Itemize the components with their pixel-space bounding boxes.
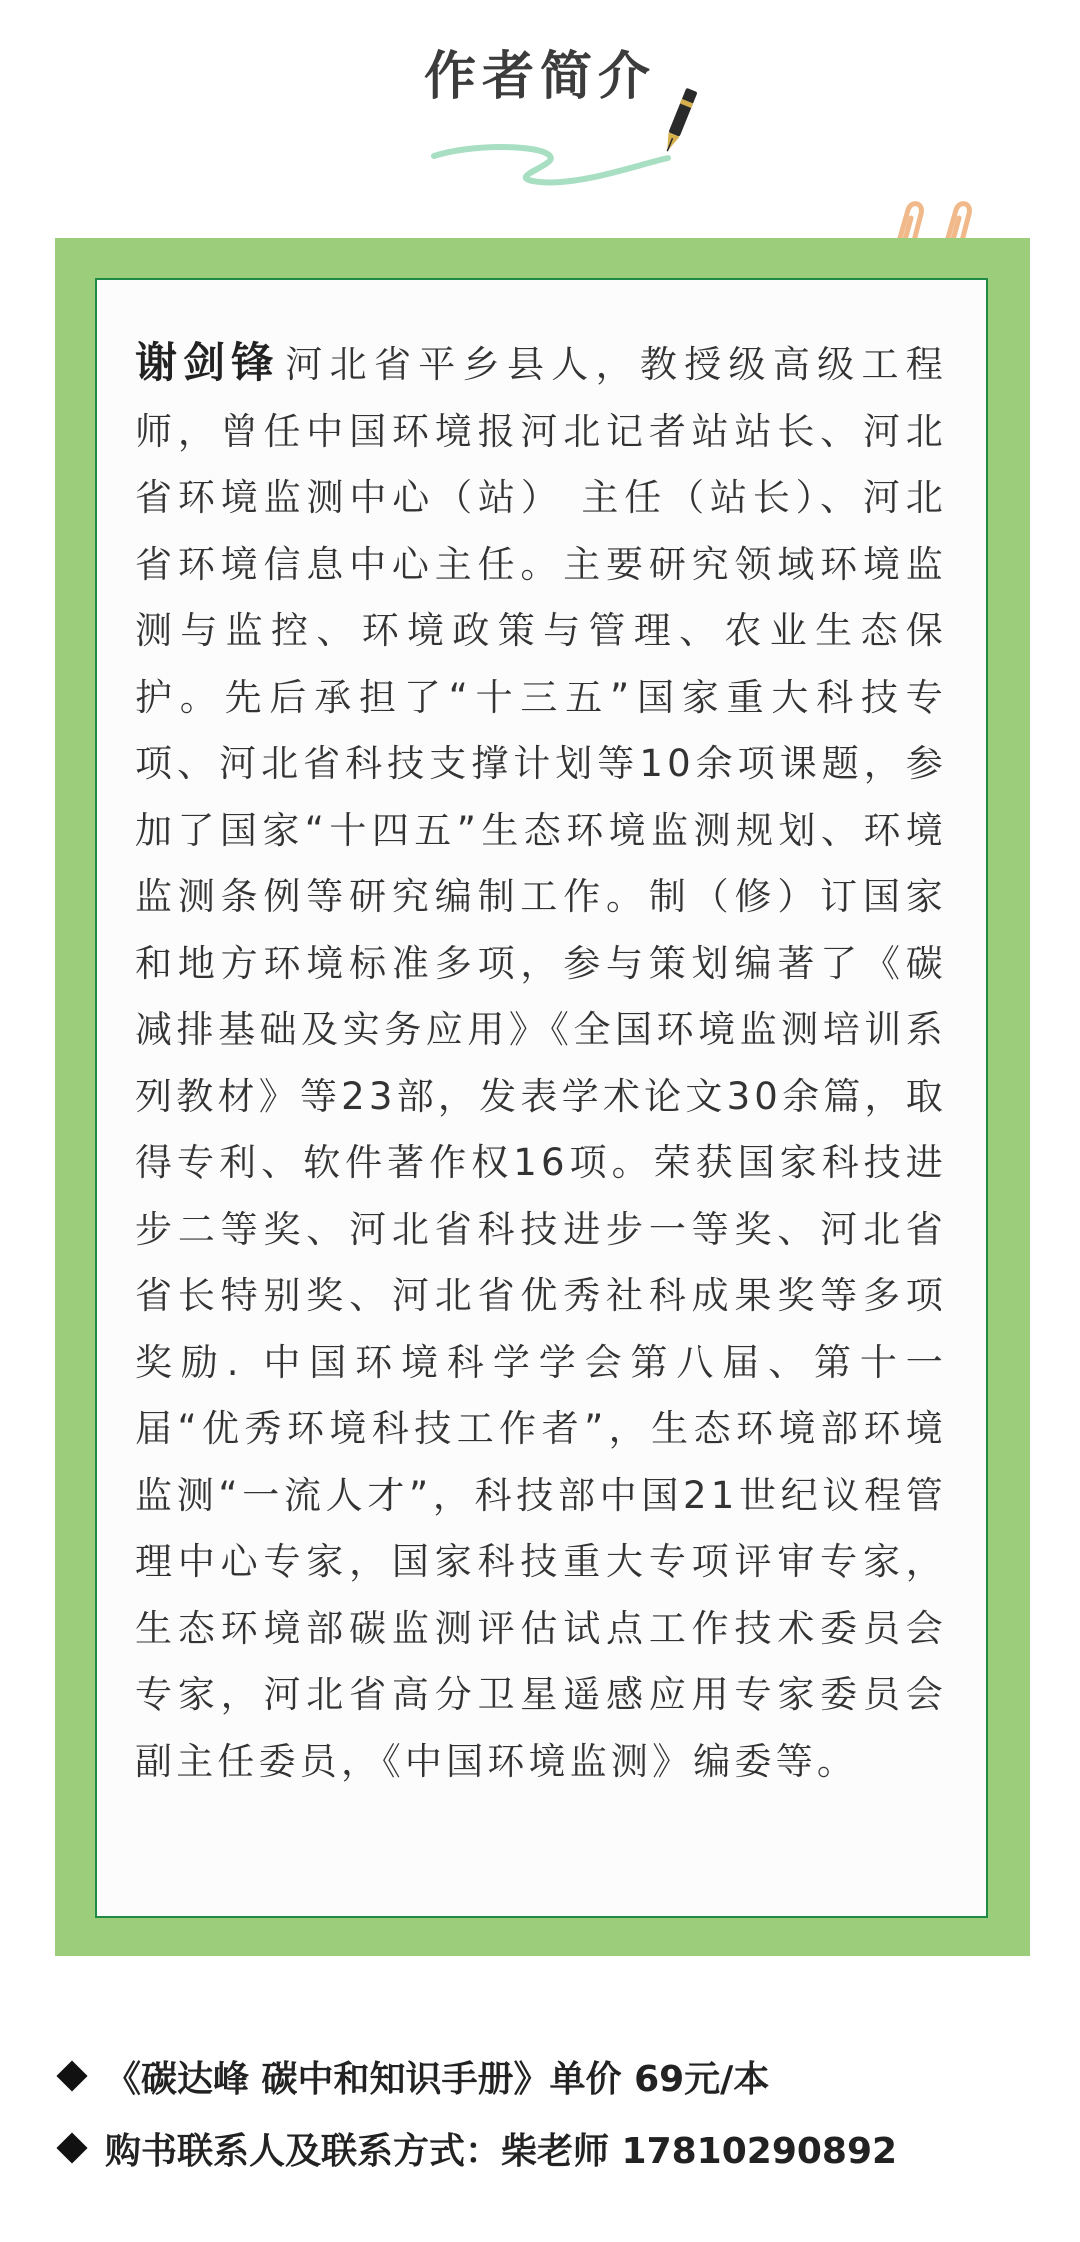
bio-card (95, 278, 988, 1918)
contact-line (55, 2112, 1035, 2184)
diamond-bullet-icon (56, 2060, 87, 2091)
price-text: 《碳达峰 碳中和知识手册》单价 69元/本 (105, 2058, 770, 2100)
contact-text: 购书联系人及联系方式：柴老师 17810290892 (105, 2130, 898, 2172)
price-line (55, 2040, 1035, 2112)
bio-text: 河北省平乡县人，教授级高级工程师，曾任中国环境报河北记者站站长、河北省环境监测中心（站） 主任（站长）、河北省环境信息中心主任。主要研究领域环境监测与监控、环境政策与管理、农业生态保护。先后承担了“十三五”国家重大科技专项、河北省科技支撑计划等10余项课题，参加了国家“十四五”生态环境监测规划、环境监测条例等研究编制工作。制（修）订国家和地方环境标准多项，参与策划编著了《碳减排基础及实务应用》《全国环境监测培训系列教材》等23部，发表学术论文30余篇，取得专利、软件著作权16项。荣获国家科技进步二等奖、河北省科技进步一等奖、河北省省长特别奖、河北省优秀社科成果奖等多项奖励. 中国环境科学学会第八届、第十一届“优秀环境科技工作者”，生态环境部环境监测“一流人才”，科技部中国21世纪议程管理中心专家，国家科技重大专项评审专家，生态环境部碳监测评估试点工作技术委员会专家，河北省高分卫星遥感应用专家委员会副主任委员，《中国环境监测》编委等。 (135, 343, 947, 1783)
header (0, 30, 1080, 190)
author-name: 谢剑锋 (135, 338, 280, 387)
page-title: 作者简介 (423, 47, 656, 107)
diamond-bullet-icon (56, 2132, 87, 2163)
pen-icon (430, 60, 730, 190)
purchase-info (55, 2040, 1035, 2184)
bio-paragraph (135, 330, 947, 1795)
